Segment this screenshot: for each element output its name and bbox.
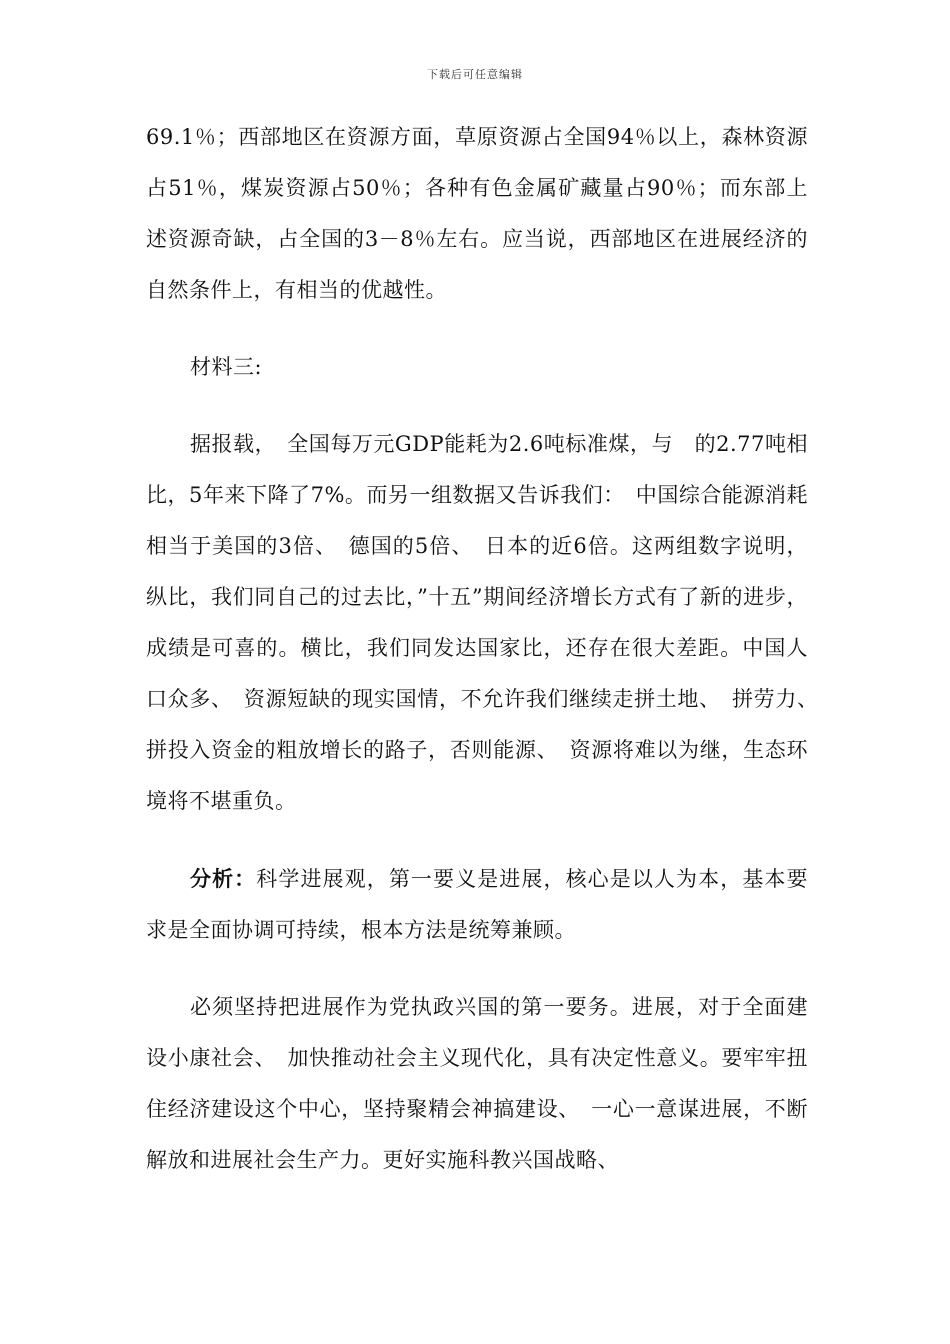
paragraph-analysis (146, 853, 808, 956)
paragraph-resources: 69.1％；西部地区在资源方面，草原资源占全国94％以上，森林资源占51％，煤炭资源占50％；各种有色金属矿藏量占90％；而东部上述资源奇缺，占全国的3－8％左右。应当说，西部地区在进展经济的自然条件上，有相当的优越性。 (146, 125, 808, 302)
document-body (146, 112, 830, 1186)
analysis-label: 分析： (190, 866, 257, 891)
paragraph-energy-consumption: 据报载， 全国每万元GDP能耗为2.6吨标准煤，与 的2.77吨相比，5年来下降了7%。而另一组数据又告诉我们： 中国综合能源消耗相当于美国的3倍、 德国的5倍、 日本的近6倍。这两组数字说明，纵比，我们同自己的过去比，”十五”期间经济增长方式有了新的进步，成绩是可喜的。横比，我们同发达国家比，还存在很大差距。中国人口众多、 资源短缺的现实国情，不允许我们继续走拼土地、 拼劳力、 拼投入资金的粗放增长的路子，否则能源、 资源将难以为继，生态环境将不堪重负。 (146, 432, 830, 813)
analysis-text: 科学进展观，第一要义是进展，核心是以人为本，基本要求是全面协调可持续，根本方法是统筹兼顾。 (146, 867, 809, 942)
page-header: 下载后可任意编辑 (427, 68, 523, 81)
paragraph-material-three-heading: 材料三: (190, 355, 263, 379)
paragraph-development-priority: 必须坚持把进展作为党执政兴国的第一要务。进展，对于全面建设小康社会、 加快推动社会主义现代化，具有决定性意义。要牢牢扭住经济建设这个中心，坚持聚精会神搞建设、 一心一意谋进展，不断解放和进展社会生产力。更好实施科教兴国战略、 (146, 995, 808, 1172)
